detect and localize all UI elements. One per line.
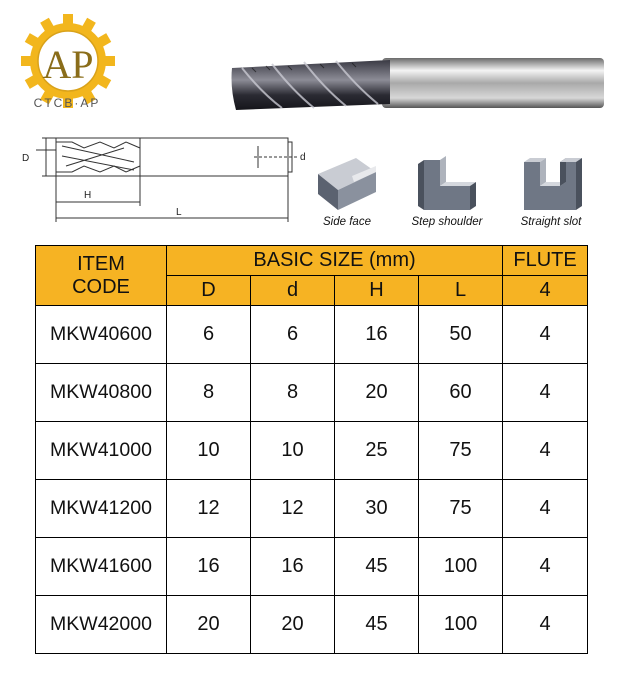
table-row xyxy=(36,306,588,364)
gear-logo-icon xyxy=(18,14,118,108)
cell-H: 16 xyxy=(335,306,419,364)
cell-code: MKW40600 xyxy=(36,306,167,364)
cell-L: 75 xyxy=(419,480,503,538)
header-item-code: ITEM CODE xyxy=(36,246,167,306)
straight-slot-icon xyxy=(514,152,588,214)
cell-code: MKW41200 xyxy=(36,480,167,538)
cell-flute: 4 xyxy=(503,480,588,538)
brand-logo xyxy=(18,14,118,108)
header-flute: FLUTE xyxy=(503,246,588,276)
cell-H: 30 xyxy=(335,480,419,538)
end-mill-dimension-drawing xyxy=(14,122,314,232)
cell-code: MKW41600 xyxy=(36,538,167,596)
cell-L: 50 xyxy=(419,306,503,364)
cell-flute: 4 xyxy=(503,538,588,596)
cell-flute: 4 xyxy=(503,364,588,422)
machining-step-shoulder xyxy=(392,152,502,242)
table-row xyxy=(36,364,588,422)
cell-D: 20 xyxy=(167,596,251,654)
subheader-flute: 4 xyxy=(503,276,588,306)
table-row xyxy=(36,422,588,480)
cell-L: 75 xyxy=(419,422,503,480)
dim-label-D: D xyxy=(22,153,30,164)
end-mill-render-icon xyxy=(222,38,614,128)
cell-H: 20 xyxy=(335,364,419,422)
machining-label: Step shoulder xyxy=(411,216,483,228)
cell-code: MKW40800 xyxy=(36,364,167,422)
machining-straight-slot xyxy=(496,152,606,242)
table-row xyxy=(36,538,588,596)
cell-flute: 4 xyxy=(503,596,588,654)
cell-d: 20 xyxy=(251,596,335,654)
step-shoulder-icon xyxy=(410,152,484,214)
cell-D: 8 xyxy=(167,364,251,422)
dim-label-L: L xyxy=(176,207,182,218)
table-row xyxy=(36,480,588,538)
cell-D: 12 xyxy=(167,480,251,538)
cell-H: 25 xyxy=(335,422,419,480)
machining-label: Straight slot xyxy=(520,216,582,228)
cell-H: 45 xyxy=(335,596,419,654)
cell-D: 6 xyxy=(167,306,251,364)
spec-table xyxy=(35,245,588,654)
subheader-D: D xyxy=(167,276,251,306)
machining-label: Side face xyxy=(323,216,371,228)
cell-d: 6 xyxy=(251,306,335,364)
cell-flute: 4 xyxy=(503,422,588,480)
table-row xyxy=(36,596,588,654)
machining-side-face xyxy=(292,152,402,242)
cell-d: 8 xyxy=(251,364,335,422)
dim-label-H: H xyxy=(84,190,92,201)
header-basic-size: BASIC SIZE (mm) xyxy=(167,246,503,276)
cell-d: 10 xyxy=(251,422,335,480)
subheader-d: d xyxy=(251,276,335,306)
side-face-icon xyxy=(312,152,382,214)
brand-name: CTCB·AP xyxy=(33,96,101,110)
cell-d: 12 xyxy=(251,480,335,538)
cell-L: 100 xyxy=(419,596,503,654)
cell-d: 16 xyxy=(251,538,335,596)
cell-L: 60 xyxy=(419,364,503,422)
cell-flute: 4 xyxy=(503,306,588,364)
cell-D: 10 xyxy=(167,422,251,480)
cell-code: MKW42000 xyxy=(36,596,167,654)
subheader-L: L xyxy=(419,276,503,306)
table-header-row xyxy=(36,246,588,276)
subheader-H: H xyxy=(335,276,419,306)
cell-code: MKW41000 xyxy=(36,422,167,480)
logo-letters: AP xyxy=(42,42,94,87)
cell-D: 16 xyxy=(167,538,251,596)
cell-L: 100 xyxy=(419,538,503,596)
dim-label-d: d xyxy=(300,152,306,163)
cell-H: 45 xyxy=(335,538,419,596)
